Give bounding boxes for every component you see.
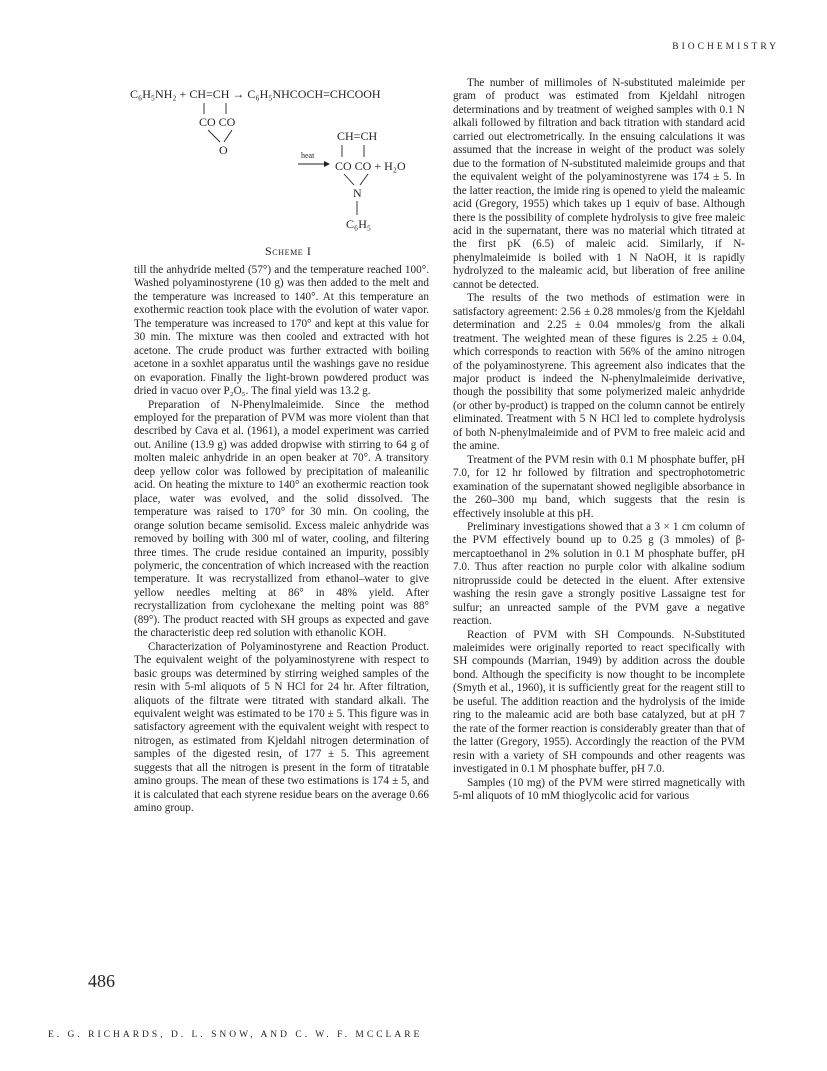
reaction-scheme bbox=[128, 84, 448, 269]
journal-header: BIOCHEMISTRY bbox=[672, 42, 779, 52]
page-number: 486 bbox=[88, 971, 115, 991]
scheme-co-co-left: CO CO bbox=[199, 115, 236, 129]
scheme-product: CO CO + H₂O bbox=[335, 159, 406, 173]
scheme-ch-ch: CH=CH bbox=[337, 129, 378, 143]
scheme-title: Scheme I bbox=[265, 244, 312, 258]
scheme-heat-label: heat bbox=[301, 151, 315, 160]
right-paragraph-5: Reaction of PVM with SH Compounds. N-Substituted maleimides were originally reported to react specifically with SH compounds (Marrian, 1949) by addition across the double bond. Although the specificity is now thought to be incomplete (Smyth et al., 1960), it is sufficiently great for the reagent still to be useful. The addition reaction and the hydrolysis of the imide ring to the maleamic acid are both base catalyzed, but at pH 7 the rate of the former reaction is considerably greater than that of the latter (Gregory, 1955). Accordingly the reaction of the PVM resin with a variety of SH compounds and other reagents was investigated in 0.1 M phosphate buffer, pH 7.0. bbox=[453, 628, 745, 776]
bond-line bbox=[224, 130, 232, 142]
reaction-scheme-drawing bbox=[128, 84, 448, 269]
right-paragraph-4: Preliminary investigations showed that a 3 × 1 cm column of the PVM effectively bound up to 0.25 g (3 mmoles) of β-mercaptoethanol in 2% solution in 0.1 M phosphate buffer, pH 7.0. Thus after reaction no purple color with alkaline sodium nitroprusside could be detected in the eluent. After extensive washing the resin gave a strongly positive Lassaigne test for sulfur; an unreacted sample of the PVM gave a negative reaction. bbox=[453, 520, 745, 628]
reaction-arrow-head bbox=[324, 161, 330, 167]
bond-line bbox=[360, 174, 368, 185]
author-footer: E. G. RICHARDS, D. L. SNOW, AND C. W. F. MCCLARE bbox=[48, 1030, 423, 1040]
left-paragraph-3: Characterization of Polyaminostyrene and Reaction Product. The equivalent weight of the polyaminostyrene with respect to basic groups was determined by stirring weighed samples of the resin with 5-ml aliquots of 5 N HCl for 24 hr. After filtration, aliquots of the filtrate were titrated with standard alkali. The equivalent weight was estimated to be 170 ± 5. This figure was in satisfactory agreement with the equivalent weight with respect to nitrogen, as estimated from Kjeldahl nitrogen determination of samples of the digested resin, of 177 ± 5. This agreement suggests that all the nitrogen is present in the form of titratable amino groups. The mean of these two estimations is 174 ± 5, and it is calculated that each styrene residue bears on the average 0.66 amino group. bbox=[134, 640, 429, 815]
right-paragraph-3: Treatment of the PVM resin with 0.1 M phosphate buffer, pH 7.0, for 12 hr followed by filtration and spectrophotometric examination of the supernatant showed negligible absorbance in the 260–300 mμ band, which suggests that the resin is effectively insoluble at this pH. bbox=[453, 453, 745, 520]
right-column bbox=[453, 77, 745, 803]
left-paragraph-1: till the anhydride melted (57°) and the temperature reached 100°. Washed polyaminostyrene (10 g) was then added to the melt and the temperature was increased to 140°. At this temperature an exothermic reaction took place with the evolution of water vapor. The temperature was increased to 170° and kept at this value for 30 min. The mixture was then cooled and extracted with hot acetone. The crude product was further extracted with boiling acetone in a soxhlet apparatus until the washings gave no residue on evaporation. Finally the light-brown powdered product was dried in vacuo over P₂O₅. The final yield was 13.2 g. bbox=[134, 264, 429, 398]
scheme-phenyl: C₆H₅ bbox=[346, 217, 372, 231]
scheme-line-1: C₆H₅NH₂ + CH=CH → C₆H₅NHCOCH=CHCOOH bbox=[130, 87, 381, 101]
right-paragraph-1: The number of millimoles of N-substituted maleimide per gram of product was estimated from Kjeldahl nitrogen determinations and by treatment of weighed samples with 0.1 N alkali followed by filtration and back titration with standard acid carried out electrometrically. In the ensuing calculations it was assumed that the increase in weight of the product was solely due to the formation of N-substituted maleimide groups and that the equivalent weight of the polyaminostyrene was 174 ± 5. In the latter reaction, the imide ring is opened to yield the maleamic acid (Gregory, 1955) which takes up 1 equiv of base. Although there is the possibility of complete hydrolysis to give free maleic acid in the supernatant, there was no material which titrated at the first pK (6.5) of maleic acid. Similarly, if N-phenylmaleimide is boiled with 1 N NaOH, it is rapidly hydrolyzed to the maleamic acid, but liberation of free aniline cannot be detected. bbox=[453, 77, 745, 291]
left-column bbox=[134, 264, 429, 816]
scheme-nitrogen: N bbox=[353, 186, 362, 200]
right-paragraph-6: Samples (10 mg) of the PVM were stirred magnetically with 5-ml aliquots of 10 mM thioglycolic acid for various bbox=[453, 776, 745, 803]
right-paragraph-2: The results of the two methods of estimation were in satisfactory agreement: 2.56 ± 0.28 mmoles/g from the Kjeldahl determination and 2.25 ± 0.04 mmoles/g from the alkali treatment. The weighted mean of these figures is 2.25 ± 0.04, which corresponds to reaction with 56% of the amino nitrogen of the polyaminostyrene. This agreement also indicates that the major product is indeed the N-phenylmaleimide derivative, though the possibility that some polymerized maleic anhydride (or other by-product) is trapped on the column cannot be entirely eliminated. Treatment with 5 N HCl led to complete hydrolysis of both N-phenylmaleimide and of PVM to free maleic acid and the amine. bbox=[453, 292, 745, 453]
bond-line bbox=[208, 130, 220, 142]
scheme-oxygen: O bbox=[219, 143, 228, 157]
bond-line bbox=[344, 174, 354, 185]
left-paragraph-2: Preparation of N-Phenylmaleimide. Since the method employed for the preparation of PVM was more violent than that described by Cava et al. (1961), a model experiment was carried out. Aniline (13.9 g) was added dropwise with stirring to 64 g of molten maleic anhydride in an open beaker at 70°. A transitory deep yellow color was followed by precipitation of maleanilic acid. On heating the mixture to 140° an exothermic reaction took place, water was evolved, and the solid dissolved. The temperature was raised to 170° for 30 min. On cooling, the orange solution became semisolid. Excess maleic anhydride was removed by boiling with 300 ml of water, cooling, and filtering three times. The crude residue contained an impurity, possibly polymeric, the concentration of which increased with the reaction temperature. It was recrystallized from ethanol–water to give yellow needles melting at 86° in 48% yield. After recrystallization from cyclohexane the melting point was 88° (89°). The product reacted with SH groups as expected and gave the characteristic deep red solution with ethanolic KOH. bbox=[134, 398, 429, 640]
